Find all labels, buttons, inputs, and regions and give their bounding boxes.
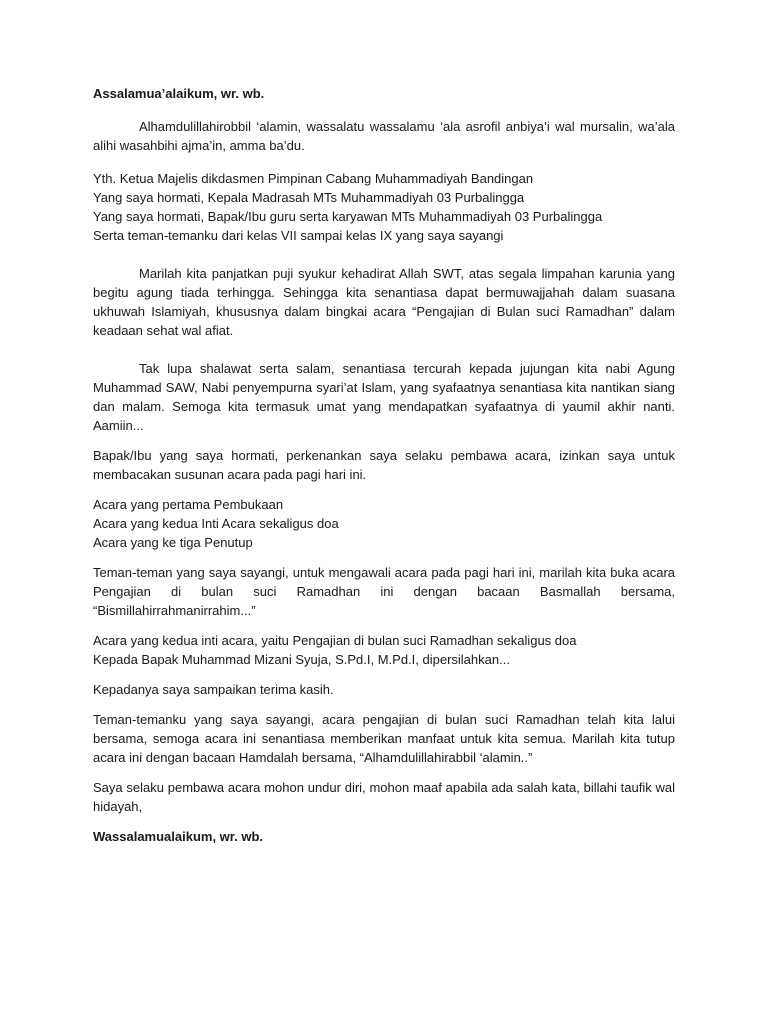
opening-paragraph: Alhamdulillahirobbil ‘alamin, wassalatu wassalamu ‘ala asrofil anbiya’i wal mursalin, wa’ala alihi wasahbihi ajma’in, amma ba’du. (93, 119, 675, 153)
closing-salam: Wassalamualaikum, wr. wb. (93, 829, 264, 844)
inti-acara-line: Acara yang kedua inti acara, yaitu Pengajian di bulan suci Ramadhan sekaligus doa (93, 633, 577, 648)
undur-diri-paragraph: Saya selaku pembawa acara mohon undur diri, mohon maaf apabila ada salah kata, billahi taufik wal hidayah, (93, 780, 675, 814)
shalawat-paragraph: Tak lupa shalawat serta salam, senantiasa tercurah kepada jujungan kita nabi Agung Muhammad SAW, Nabi penyempurna syari’at Islam, yang syafaatnya senantiasa kita nantikan siang dan malam. Semoga kita termasuk umat yang mendapatkan syafaatnya di yaumil akhir nanti. Aamiin... (93, 361, 675, 433)
addressee-line: Yang saya hormati, Bapak/Ibu guru serta karyawan MTs Muhammadiyah 03 Purbalingga (93, 209, 603, 224)
penutup-paragraph: Teman-temanku yang saya sayangi, acara pengajian di bulan suci Ramadhan telah kita lalui bersama, semoga acara ini senantiasa memberikan manfaat untuk kita semua. Marilah kita tutup acara ini dengan bacaan Hamdalah bersama, “Alhamdulillahirabbil ‘alamin..” (93, 712, 675, 765)
terima-kasih-paragraph: Kepadanya saya sampaikan terima kasih. (93, 682, 334, 697)
addressee-line: Serta teman-temanku dari kelas VII sampai kelas IX yang saya sayangi (93, 228, 504, 243)
greeting: Assalamua’alaikum, wr. wb. (93, 86, 265, 101)
addressee-line: Yth. Ketua Majelis dikdasmen Pimpinan Cabang Muhammadiyah Bandingan (93, 171, 534, 186)
agenda-item: Acara yang ke tiga Penutup (93, 535, 253, 550)
inti-acara-line: Kepada Bapak Muhammad Mizani Syuja, S.Pd.I, M.Pd.I, dipersilahkan... (93, 652, 510, 667)
agenda-item: Acara yang pertama Pembukaan (93, 497, 284, 512)
pembukaan-paragraph: Teman-teman yang saya sayangi, untuk mengawali acara pada pagi hari ini, marilah kita buka acara Pengajian di bulan suci Ramadhan ini dengan bacaan Basmallah bersama, “Bismillahirrahmanirrahim...” (93, 565, 675, 618)
addressee-list (93, 169, 675, 245)
inti-acara-block (93, 631, 675, 669)
addressee-line: Yang saya hormati, Kepala Madrasah MTs Muhammadiyah 03 Purbalingga (93, 190, 525, 205)
syukur-paragraph: Marilah kita panjatkan puji syukur kehadirat Allah SWT, atas segala limpahan karunia yang begitu agung tiada terhingga. Sehingga kita senantiasa dapat bermuwajjahah dalam suasana ukhuwah Islamiyah, khususnya dalam bingkai acara “Pengajian di Bulan suci Ramadhan” dalam keadaan sehat wal afiat. (93, 266, 675, 338)
document-page (93, 84, 675, 846)
agenda-item: Acara yang kedua Inti Acara sekaligus doa (93, 516, 339, 531)
izin-paragraph: Bapak/Ibu yang saya hormati, perkenankan saya selaku pembawa acara, izinkan saya untuk membacakan susunan acara pada pagi hari ini. (93, 448, 675, 482)
agenda-list (93, 495, 675, 552)
